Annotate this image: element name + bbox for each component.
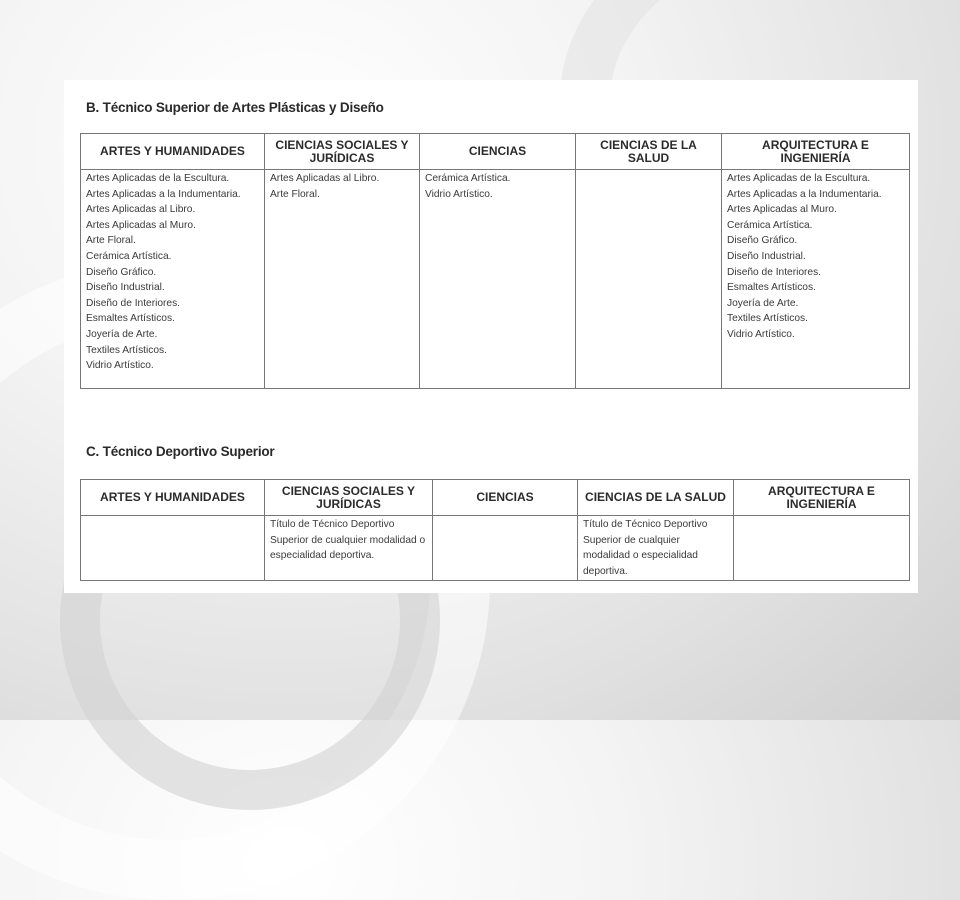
- list-item: Esmaltes Artísticos.: [86, 313, 175, 325]
- list-item: Artes Aplicadas a la Indumentaria.: [727, 188, 882, 200]
- header-artes-humanidades: ARTES Y HUMANIDADES: [81, 134, 265, 170]
- list-item: Vidrio Artístico.: [425, 188, 493, 200]
- cell-ciencias-sociales: Título de Técnico Deportivo Superior de cualquier modalidad o especialidad deportiva.: [265, 516, 433, 581]
- cell-ciencias-sociales: [265, 170, 420, 389]
- cell-artes-humanidades: [81, 170, 265, 389]
- table-header-row: [81, 480, 910, 516]
- list-item: Artes Aplicadas a la Indumentaria.: [86, 188, 241, 200]
- list-item: Cerámica Artística.: [425, 173, 511, 184]
- section-b-title: B. Técnico Superior de Artes Plásticas y Diseño: [86, 100, 384, 115]
- list-item: Arte Floral.: [86, 235, 136, 247]
- cell-ciencias: [433, 516, 578, 581]
- list-item: Textiles Artísticos.: [727, 313, 808, 325]
- cell-ciencias: [420, 170, 576, 389]
- list-item: Artes Aplicadas al Muro.: [727, 204, 837, 216]
- header-artes-humanidades: ARTES Y HUMANIDADES: [81, 480, 265, 516]
- list-item: Textiles Artísticos.: [86, 344, 167, 356]
- table-row: [81, 170, 910, 389]
- cell-ciencias-salud: Título de Técnico Deportivo Superior de cualquier modalidad o especialidad deportiva.: [578, 516, 734, 581]
- list-item: Artes Aplicadas al Libro.: [86, 204, 196, 216]
- list-item: Artes Aplicadas de la Escultura.: [727, 173, 871, 184]
- header-ciencias-salud: CIENCIAS DE LA SALUD: [578, 480, 734, 516]
- header-ciencias-salud: CIENCIAS DE LA SALUD: [576, 134, 722, 170]
- cell-arquitectura-ingenieria: [722, 170, 910, 389]
- section-b-table: [80, 133, 910, 389]
- list-item: Cerámica Artística.: [86, 250, 172, 262]
- header-ciencias: CIENCIAS: [433, 480, 578, 516]
- document-page: [64, 80, 918, 593]
- header-ciencias-sociales: CIENCIAS SOCIALES Y JURÍDICAS: [265, 134, 420, 170]
- table-header-row: [81, 134, 910, 170]
- list-item: Diseño de Interiores.: [86, 297, 181, 309]
- table-row: [81, 516, 910, 581]
- list-item: Esmaltes Artísticos.: [727, 282, 816, 294]
- list-item: Diseño Industrial.: [86, 282, 165, 294]
- header-arquitectura-ingenieria: ARQUITECTURA E INGENIERÍA: [734, 480, 910, 516]
- list-item: Artes Aplicadas al Muro.: [86, 219, 196, 231]
- list-item: Diseño Gráfico.: [727, 235, 798, 247]
- list-item: Joyería de Arte.: [86, 328, 158, 340]
- list-item: Artes Aplicadas al Libro.: [270, 173, 380, 184]
- header-ciencias: CIENCIAS: [420, 134, 576, 170]
- list-item: Artes Aplicadas de la Escultura.: [86, 173, 230, 184]
- section-c-title: C. Técnico Deportivo Superior: [86, 444, 275, 459]
- cell-arquitectura-ingenieria: [734, 516, 910, 581]
- cell-ciencias-salud: [576, 170, 722, 389]
- list-item: Joyería de Arte.: [727, 297, 799, 309]
- list-item: Vidrio Artístico.: [727, 328, 795, 340]
- header-ciencias-sociales: CIENCIAS SOCIALES Y JURÍDICAS: [265, 480, 433, 516]
- list-item: Diseño de Interiores.: [727, 266, 822, 278]
- header-arquitectura-ingenieria: ARQUITECTURA E INGENIERÍA: [722, 134, 910, 170]
- list-item: Arte Floral.: [270, 188, 320, 200]
- section-c-table: [80, 479, 910, 581]
- list-item: Diseño Industrial.: [727, 250, 806, 262]
- cell-artes-humanidades: [81, 516, 265, 581]
- list-item: Cerámica Artística.: [727, 219, 813, 231]
- list-item: Vidrio Artístico.: [86, 360, 154, 372]
- list-item: Diseño Gráfico.: [86, 266, 157, 278]
